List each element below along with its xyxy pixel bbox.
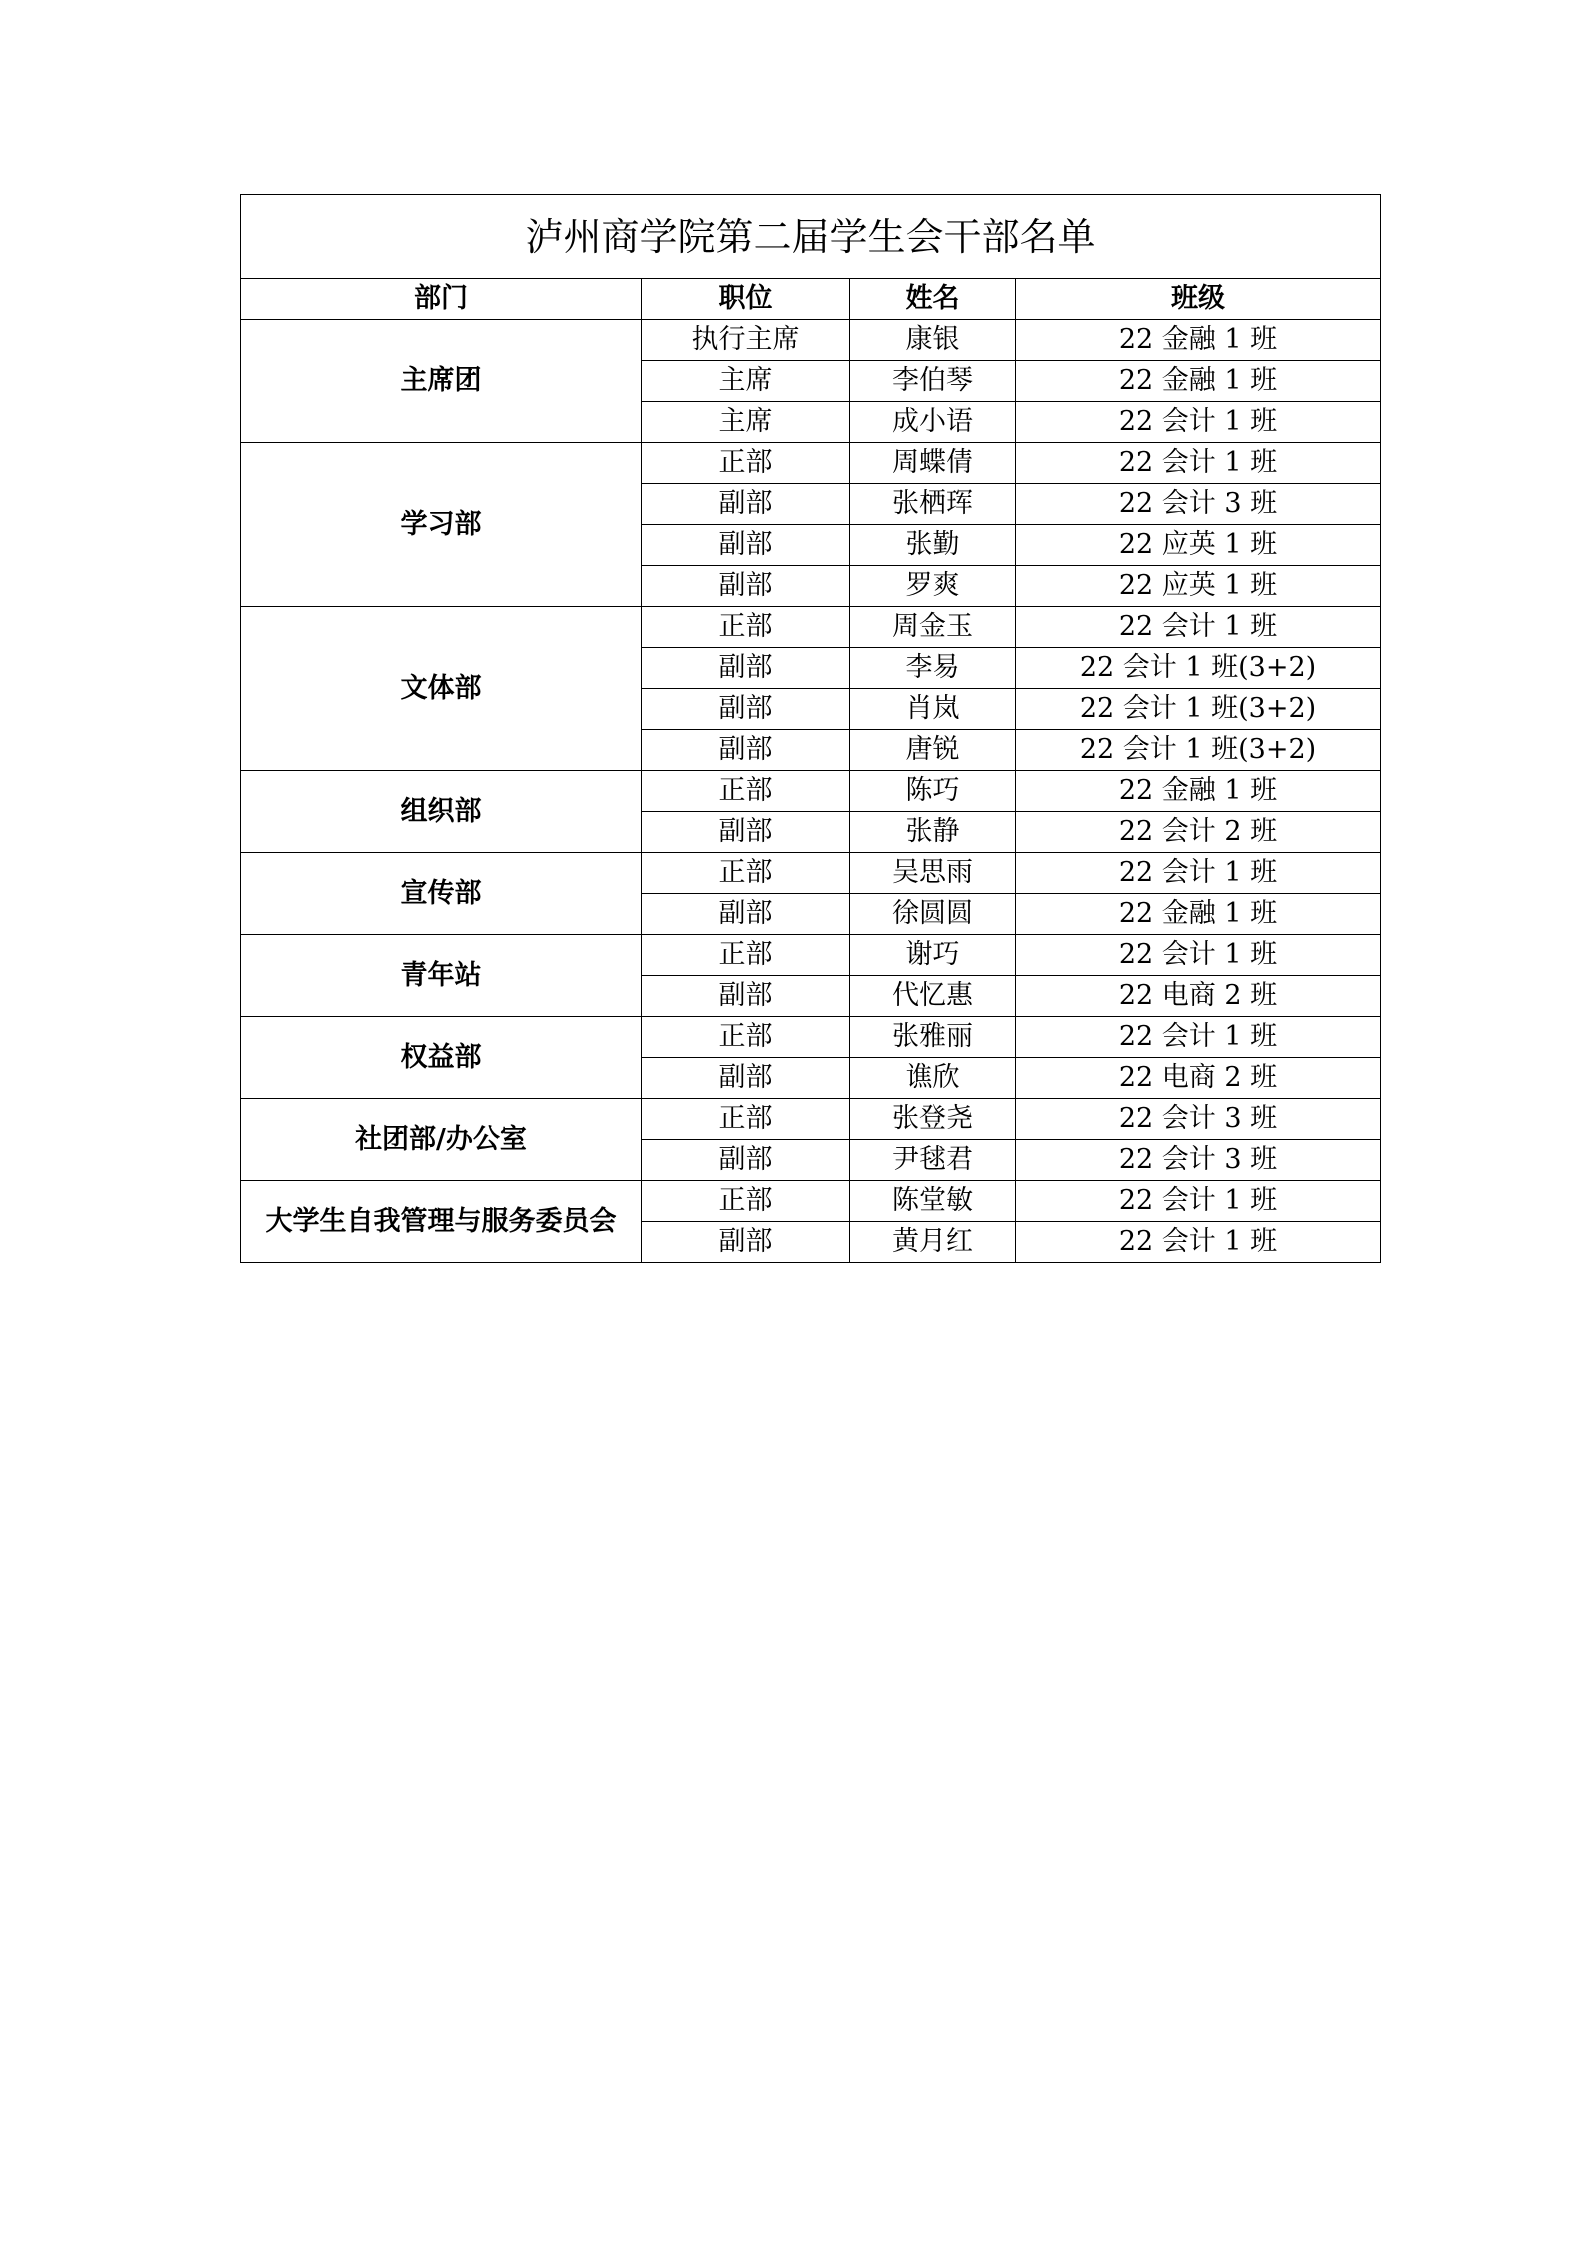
name-cell: 李易 [850, 648, 1016, 689]
name-cell: 成小语 [850, 402, 1016, 443]
position-cell: 副部 [642, 484, 850, 525]
department-cell: 组织部 [241, 771, 642, 853]
name-cell: 张栖珲 [850, 484, 1016, 525]
department-cell: 宣传部 [241, 853, 642, 935]
class-cell: 22 会计 1 班 [1016, 935, 1381, 976]
position-cell: 副部 [642, 812, 850, 853]
class-cell: 22 会计 1 班(3+2) [1016, 689, 1381, 730]
table-row [241, 771, 1381, 812]
position-cell: 正部 [642, 853, 850, 894]
name-cell: 陈巧 [850, 771, 1016, 812]
class-cell: 22 会计 3 班 [1016, 484, 1381, 525]
department-cell: 文体部 [241, 607, 642, 771]
name-cell: 肖岚 [850, 689, 1016, 730]
table-row [241, 607, 1381, 648]
name-cell: 李伯琴 [850, 361, 1016, 402]
class-cell: 22 电商 2 班 [1016, 1058, 1381, 1099]
class-cell: 22 会计 1 班 [1016, 853, 1381, 894]
class-cell: 22 应英 1 班 [1016, 525, 1381, 566]
name-cell: 唐锐 [850, 730, 1016, 771]
name-cell: 黄月红 [850, 1222, 1016, 1263]
name-cell: 徐圆圆 [850, 894, 1016, 935]
class-cell: 22 金融 1 班 [1016, 320, 1381, 361]
class-cell: 22 会计 1 班 [1016, 402, 1381, 443]
document-title: 泸州商学院第二届学生会干部名单 [241, 195, 1381, 279]
name-cell: 谢巧 [850, 935, 1016, 976]
table-row [241, 320, 1381, 361]
position-cell: 副部 [642, 894, 850, 935]
position-cell: 正部 [642, 1181, 850, 1222]
position-cell: 副部 [642, 976, 850, 1017]
name-cell: 康银 [850, 320, 1016, 361]
position-cell: 正部 [642, 443, 850, 484]
table-row [241, 1017, 1381, 1058]
position-cell: 副部 [642, 566, 850, 607]
name-cell: 张勤 [850, 525, 1016, 566]
department-cell: 大学生自我管理与服务委员会 [241, 1181, 642, 1263]
position-cell: 副部 [642, 648, 850, 689]
header-row [241, 279, 1381, 320]
class-cell: 22 会计 1 班 [1016, 1017, 1381, 1058]
position-cell: 副部 [642, 730, 850, 771]
position-cell: 主席 [642, 402, 850, 443]
name-cell: 张雅丽 [850, 1017, 1016, 1058]
class-cell: 22 金融 1 班 [1016, 361, 1381, 402]
position-cell: 副部 [642, 1222, 850, 1263]
name-cell: 周金玉 [850, 607, 1016, 648]
name-cell: 陈堂敏 [850, 1181, 1016, 1222]
position-cell: 正部 [642, 1099, 850, 1140]
position-cell: 副部 [642, 1058, 850, 1099]
class-cell: 22 电商 2 班 [1016, 976, 1381, 1017]
class-cell: 22 会计 3 班 [1016, 1140, 1381, 1181]
class-cell: 22 会计 3 班 [1016, 1099, 1381, 1140]
name-cell: 罗爽 [850, 566, 1016, 607]
column-header-name: 姓名 [850, 279, 1016, 320]
column-header-position: 职位 [642, 279, 850, 320]
class-cell: 22 应英 1 班 [1016, 566, 1381, 607]
name-cell: 吴思雨 [850, 853, 1016, 894]
class-cell: 22 会计 1 班 [1016, 607, 1381, 648]
name-cell: 张静 [850, 812, 1016, 853]
title-row [241, 195, 1381, 279]
department-cell: 青年站 [241, 935, 642, 1017]
department-cell: 学习部 [241, 443, 642, 607]
name-cell: 谯欣 [850, 1058, 1016, 1099]
department-cell: 主席团 [241, 320, 642, 443]
table-row [241, 935, 1381, 976]
position-cell: 副部 [642, 1140, 850, 1181]
class-cell: 22 会计 1 班 [1016, 443, 1381, 484]
name-cell: 张登尧 [850, 1099, 1016, 1140]
table-row [241, 443, 1381, 484]
name-cell: 尹毬君 [850, 1140, 1016, 1181]
department-cell: 社团部/办公室 [241, 1099, 642, 1181]
class-cell: 22 金融 1 班 [1016, 894, 1381, 935]
class-cell: 22 会计 1 班(3+2) [1016, 730, 1381, 771]
class-cell: 22 会计 2 班 [1016, 812, 1381, 853]
table-row [241, 853, 1381, 894]
name-cell: 代忆惠 [850, 976, 1016, 1017]
class-cell: 22 金融 1 班 [1016, 771, 1381, 812]
position-cell: 正部 [642, 1017, 850, 1058]
column-header-department: 部门 [241, 279, 642, 320]
position-cell: 正部 [642, 771, 850, 812]
position-cell: 主席 [642, 361, 850, 402]
column-header-class: 班级 [1016, 279, 1381, 320]
position-cell: 执行主席 [642, 320, 850, 361]
table-row [241, 1099, 1381, 1140]
roster-table [240, 194, 1381, 1263]
roster-body [241, 320, 1381, 1263]
class-cell: 22 会计 1 班 [1016, 1222, 1381, 1263]
name-cell: 周蝶倩 [850, 443, 1016, 484]
position-cell: 正部 [642, 607, 850, 648]
department-cell: 权益部 [241, 1017, 642, 1099]
position-cell: 副部 [642, 525, 850, 566]
class-cell: 22 会计 1 班(3+2) [1016, 648, 1381, 689]
table-row [241, 1181, 1381, 1222]
position-cell: 正部 [642, 935, 850, 976]
class-cell: 22 会计 1 班 [1016, 1181, 1381, 1222]
position-cell: 副部 [642, 689, 850, 730]
